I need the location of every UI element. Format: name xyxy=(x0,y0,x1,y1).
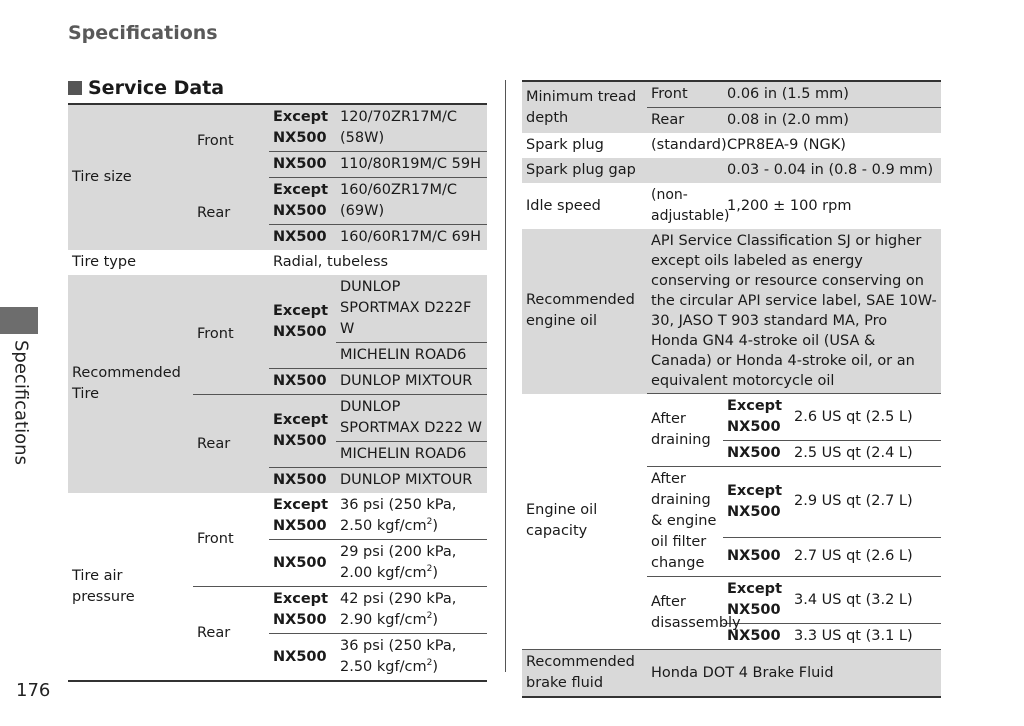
spark-plug-label: Spark plug xyxy=(526,137,604,153)
section-heading xyxy=(68,77,224,99)
after-filter-nx500-value: 2.7 US qt (2.6 L) xyxy=(790,537,941,576)
nx500-label: NX500 xyxy=(269,540,336,587)
page-header-title: Specifications xyxy=(68,22,218,44)
tire-size-rear-nx500: 160/60R17M/C 69H xyxy=(340,229,482,245)
nx500-label: NX500 xyxy=(723,624,790,650)
right-spec-table xyxy=(522,80,941,698)
section-title: Service Data xyxy=(88,77,225,99)
recommended-tire-label: Recommended Tire xyxy=(72,365,181,402)
tread-front-label: Front xyxy=(647,81,723,108)
recommended-tire-front-except-1: DUNLOP SPORTMAX D222F W xyxy=(336,275,487,343)
tire-size-front-label: Front xyxy=(197,132,234,149)
tire-size-label: Tire size xyxy=(72,169,132,185)
tire-air-pressure-front-label: Front xyxy=(193,493,269,587)
nx500-label: NX500 xyxy=(273,472,327,488)
page-number: 176 xyxy=(16,680,51,701)
recommended-tire-front-nx500: DUNLOP MIXTOUR xyxy=(336,369,487,395)
tire-size-rear-label: Rear xyxy=(197,205,231,222)
engine-oil-label: Recommended engine oil xyxy=(526,292,635,330)
tire-air-pressure-label: Tire air pressure xyxy=(72,567,135,605)
tire-air-pressure-rear-label: Rear xyxy=(197,625,231,641)
after-filter-label: After draining & engine oil filter change xyxy=(647,467,723,577)
tire-air-pressure-rear-nx500: 36 psi (250 kPa, 2.50 kgf/$cm^2$) xyxy=(340,638,457,675)
except-nx500-label: Except NX500 xyxy=(269,178,336,225)
square-bullet-icon xyxy=(68,81,82,95)
tire-air-pressure-front-except: 36 psi (250 kPa, 2.50 kgf/$cm^2$) xyxy=(336,493,487,540)
tire-size-rear-except: 160/60ZR17M/C (69W) xyxy=(336,178,487,225)
spark-gap-value: 0.03 - 0.04 in (0.8 - 0.9 mm) xyxy=(727,162,934,178)
after-draining-except-value: 2.6 US qt (2.5 L) xyxy=(790,394,941,441)
tire-size-front-except: 120/70ZR17M/C (58W) xyxy=(336,104,487,152)
left-spec-table xyxy=(68,103,487,682)
after-draining-label: After draining xyxy=(647,394,723,467)
nx500-label: NX500 xyxy=(269,369,336,395)
except-nx500-label: Except NX500 xyxy=(723,467,790,538)
spark-plug-value: CPR8EA-9 (NGK) xyxy=(727,137,846,153)
idle-speed-sub: (non-adjustable) xyxy=(651,187,730,224)
after-disassembly-nx500-value: 3.3 US qt (3.1 L) xyxy=(790,624,941,650)
tread-front-value: 0.06 in (1.5 mm) xyxy=(723,81,941,108)
idle-speed-label: Idle speed xyxy=(526,197,601,214)
spark-gap-label: Spark plug gap xyxy=(526,162,636,178)
tire-air-pressure-rear-except: 42 psi (290 kPa, 2.90 kgf/$cm^2$) xyxy=(336,587,487,634)
engine-oil-value: API Service Classification SJ or higher except oils labeled as energy conserving or resource conserving on the circular API service label, SAE 10W-30, JASO T 903 standard MA, Pro Honda GN4 4-stroke oil (USA & Canada) or Honda 4-stroke oil, or an equivalent motorcycle oil xyxy=(651,233,937,389)
side-tab-label: Specifications xyxy=(10,340,32,465)
side-tab xyxy=(6,340,36,465)
tire-air-pressure-front-nx500: 29 psi (200 kPa, 2.00 kgf/$cm^2$) xyxy=(336,540,487,587)
after-disassembly-label: After disassembly xyxy=(647,577,723,650)
nx500-label: NX500 xyxy=(273,229,327,245)
except-nx500-label: Except NX500 xyxy=(269,493,336,540)
nx500-label: NX500 xyxy=(723,441,790,467)
except-nx500-label: Except NX500 xyxy=(269,395,336,468)
tread-rear-value: 0.08 in (2.0 mm) xyxy=(727,112,849,128)
recommended-tire-rear-label: Rear xyxy=(197,435,231,452)
except-nx500-label: Except NX500 xyxy=(723,394,790,441)
tire-type-label: Tire type xyxy=(72,254,137,270)
idle-speed-value: 1,200 ± 100 rpm xyxy=(727,197,852,214)
oil-capacity-label: Engine oil capacity xyxy=(522,394,647,650)
nx500-label: NX500 xyxy=(269,152,336,178)
recommended-tire-rear-except-2: MICHELIN ROAD6 xyxy=(336,442,487,468)
except-nx500-label: Except NX500 xyxy=(269,587,336,634)
except-nx500-label: Except NX500 xyxy=(269,104,336,152)
except-nx500-label: Except NX500 xyxy=(723,577,790,624)
recommended-tire-rear-nx500: DUNLOP MIXTOUR xyxy=(340,472,473,488)
tire-type-value: Radial, tubeless xyxy=(273,254,389,270)
column-divider xyxy=(505,80,506,672)
nx500-label: NX500 xyxy=(723,537,790,576)
side-tab-marker xyxy=(0,307,38,334)
except-nx500-label: Except NX500 xyxy=(269,275,336,369)
after-disassembly-except-value: 3.4 US qt (3.2 L) xyxy=(790,577,941,624)
brake-fluid-label: Recommended brake fluid xyxy=(526,654,635,691)
tread-depth-label: Minimum tread depth xyxy=(526,88,637,126)
after-filter-except-value: 2.9 US qt (2.7 L) xyxy=(790,467,941,538)
after-draining-nx500-value: 2.5 US qt (2.4 L) xyxy=(790,441,941,467)
brake-fluid-value: Honda DOT 4 Brake Fluid xyxy=(651,664,834,681)
recommended-tire-front-label: Front xyxy=(193,275,269,395)
spark-plug-sub: (standard) xyxy=(651,137,727,153)
tire-size-front-nx500: 110/80R19M/C 59H xyxy=(336,152,487,178)
recommended-tire-rear-except-1: DUNLOP SPORTMAX D222 W xyxy=(336,395,487,442)
tread-rear-label: Rear xyxy=(651,112,685,128)
recommended-tire-front-except-2: MICHELIN ROAD6 xyxy=(336,343,487,369)
nx500-label: NX500 xyxy=(273,648,327,665)
